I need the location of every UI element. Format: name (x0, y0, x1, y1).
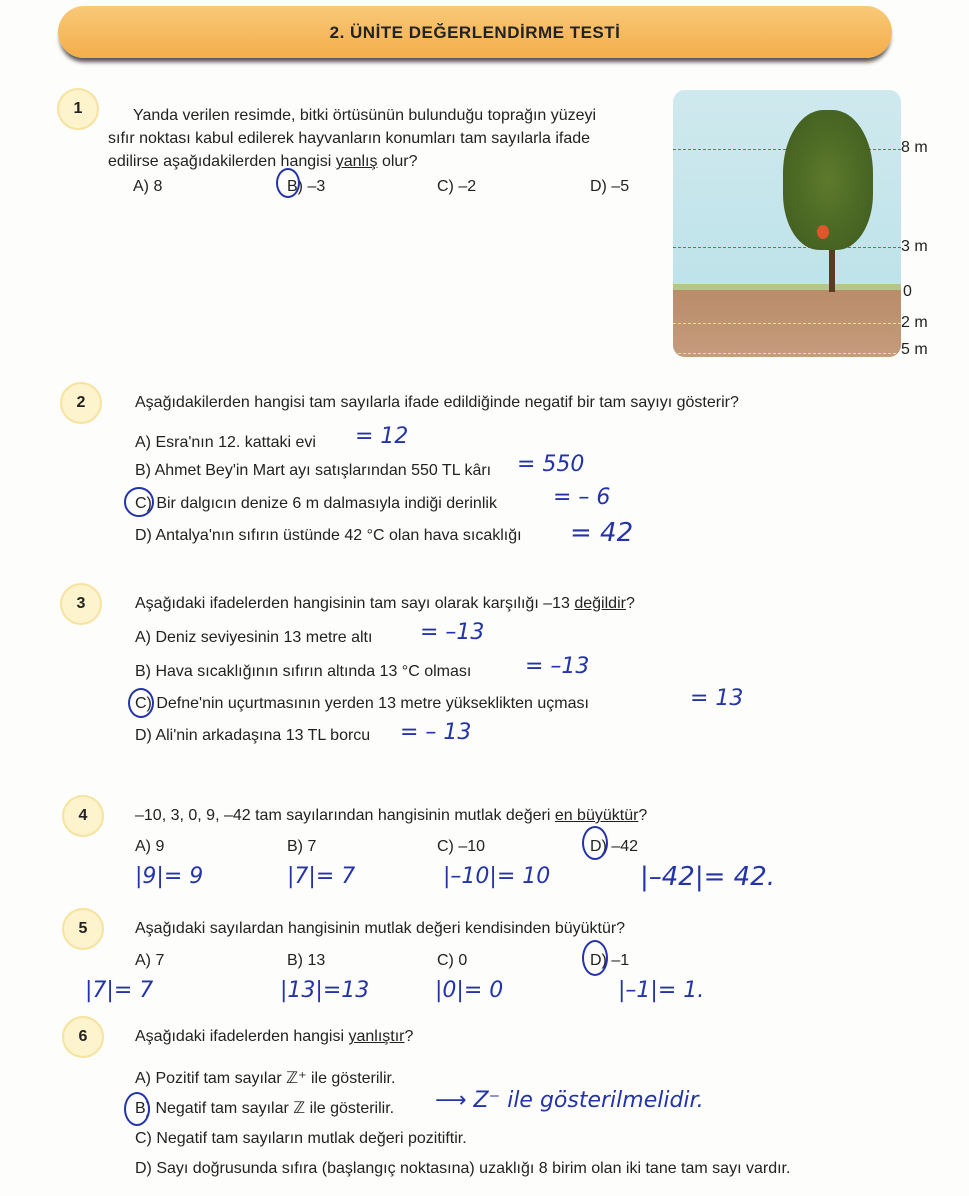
level-label-0: 0 (903, 283, 912, 300)
q4-option-b[interactable]: B) 7 (287, 838, 317, 855)
q6-text-end: ? (404, 1028, 414, 1045)
answer-circle-mark (582, 940, 608, 976)
q4-emphasis: en büyüktür (554, 807, 639, 824)
level-label-5m: 5 m (901, 341, 928, 358)
level-label-2m: 2 m (901, 314, 928, 331)
handwritten-note: ⟶ Z⁻ ile gösterilmelidir. (435, 1088, 704, 1113)
q1-option-a[interactable]: A) 8 (133, 178, 163, 195)
level-label-8m: 8 m (901, 139, 928, 156)
question-number-badge: 3 (60, 583, 102, 625)
handwritten-note: |0|= 0 (435, 978, 504, 1003)
q2-option-a[interactable]: A) Esra'nın 12. kattaki evi (135, 434, 316, 451)
q6-text-start: Aşağıdaki ifadelerden hangisi (135, 1028, 349, 1045)
handwritten-note: |–42|= 42. (640, 862, 776, 892)
q1-option-d[interactable]: D) –5 (590, 178, 630, 195)
handwritten-note: = –13 (420, 620, 485, 645)
q3-option-a[interactable]: A) Deniz seviyesinin 13 metre altı (135, 629, 373, 646)
squirrel-icon (817, 225, 829, 239)
q4-text-start: –10, 3, 0, 9, –42 tam sayılarından hangisinin mutlak değeri (135, 807, 555, 824)
handwritten-note: = – 13 (400, 720, 472, 745)
tree-depth-illustration (673, 90, 901, 357)
q4-option-a[interactable]: A) 9 (135, 838, 165, 855)
q5-text: Aşağıdaki sayılardan hangisinin mutlak değeri kendisinden büyüktür? (135, 920, 626, 937)
level-line (673, 323, 901, 324)
question-number-badge: 2 (60, 382, 102, 424)
question-number-badge: 1 (57, 88, 99, 130)
q5-option-d[interactable]: D) –1 (590, 952, 630, 969)
handwritten-note: |–1|= 1. (618, 978, 705, 1003)
q3-text (135, 592, 635, 615)
level-label-3m: 3 m (901, 238, 928, 255)
answer-circle-mark (128, 688, 154, 718)
answer-circle-mark (124, 1092, 150, 1126)
q3-option-d[interactable]: D) Ali'nin arkadaşına 13 TL borcu (135, 727, 371, 744)
q1-text: edilirse aşağıdakilerden hangisi (108, 153, 336, 170)
test-header-banner (58, 6, 892, 58)
handwritten-note: |7|= 7 (287, 864, 356, 889)
q1-emphasis: yanlış (335, 153, 378, 170)
q6-option-d[interactable]: D) Sayı doğrusunda sıfıra (başlangıç noktasına) uzaklığı 8 birim olan iki tane tam sayı vardır. (135, 1160, 791, 1177)
q2-option-b[interactable]: B) Ahmet Bey'in Mart ayı satışlarından 550 TL kârı (135, 462, 492, 479)
q6-option-a[interactable]: A) Pozitif tam sayılar ℤ⁺ ile gösterilir. (135, 1070, 396, 1087)
handwritten-note: = –13 (525, 654, 590, 679)
q1-option-b[interactable]: B) –3 (287, 178, 326, 195)
q3-text-start: Aşağıdaki ifadelerden hangisinin tam sayı olarak karşılığı –13 (135, 595, 575, 612)
handwritten-note: |7|= 7 (85, 978, 154, 1003)
q2-text: Aşağıdakilerden hangisi tam sayılarla ifade edildiğinde negatif bir tam sayıyı gösterir? (135, 394, 739, 411)
q6-option-b[interactable]: B) Negatif tam sayılar ℤ ile gösterilir. (135, 1100, 395, 1117)
q6-option-c[interactable]: C) Negatif tam sayıların mutlak değeri pozitiftir. (135, 1130, 467, 1147)
q1-text-end: olur? (377, 153, 418, 170)
q1-text-line2: sıfır noktası kabul edilerek hayvanların konumları tam sayılarla ifade (108, 130, 591, 147)
answer-circle-mark (276, 168, 300, 198)
handwritten-note: = 550 (517, 452, 585, 477)
handwritten-note: = 12 (355, 424, 409, 449)
answer-circle-mark (582, 826, 608, 860)
test-title: 2. ÜNİTE DEĞERLENDİRME TESTİ (329, 23, 621, 42)
handwritten-note: |–10|= 10 (443, 864, 551, 889)
q4-option-d[interactable]: D) –42 (590, 838, 639, 855)
q2-option-d[interactable]: D) Antalya'nın sıfırın üstünde 42 °C olan hava sıcaklığı (135, 527, 522, 544)
q4-option-c[interactable]: C) –10 (437, 838, 486, 855)
q1-option-c[interactable]: C) –2 (437, 178, 477, 195)
q3-option-c[interactable]: C) Defne'nin uçurtmasının yerden 13 metre yükseklikten uçması (135, 695, 589, 712)
handwritten-note: |13|=13 (280, 978, 370, 1003)
handwritten-note: = 42 (570, 518, 634, 548)
q1-text-line3 (108, 150, 418, 173)
q1-text-line1: Yanda verilen resimde, bitki örtüsünün bulunduğu toprağın yüzeyi (133, 107, 597, 124)
handwritten-note: = 13 (690, 686, 744, 711)
answer-circle-mark (124, 487, 154, 517)
q3-option-b[interactable]: B) Hava sıcaklığının sıfırın altında 13 °C olması (135, 663, 472, 680)
q5-option-c[interactable]: C) 0 (437, 952, 468, 969)
question-number-badge: 6 (62, 1016, 104, 1058)
q5-option-b[interactable]: B) 13 (287, 952, 326, 969)
handwritten-note: |9|= 9 (135, 864, 204, 889)
q6-text (135, 1025, 413, 1048)
level-line (673, 353, 901, 354)
q2-option-c[interactable]: C) Bir dalgıcın denize 6 m dalmasıyla indiği derinlik (135, 495, 497, 512)
q3-emphasis: değildir (574, 595, 626, 612)
q4-text-end: ? (638, 807, 648, 824)
q4-text (135, 804, 647, 827)
question-number-badge: 4 (62, 795, 104, 837)
q6-emphasis: yanlıştır (348, 1028, 405, 1045)
q5-option-a[interactable]: A) 7 (135, 952, 165, 969)
level-line (673, 247, 901, 248)
q3-text-end: ? (625, 595, 635, 612)
handwritten-note: = – 6 (553, 485, 611, 510)
question-number-badge: 5 (62, 908, 104, 950)
